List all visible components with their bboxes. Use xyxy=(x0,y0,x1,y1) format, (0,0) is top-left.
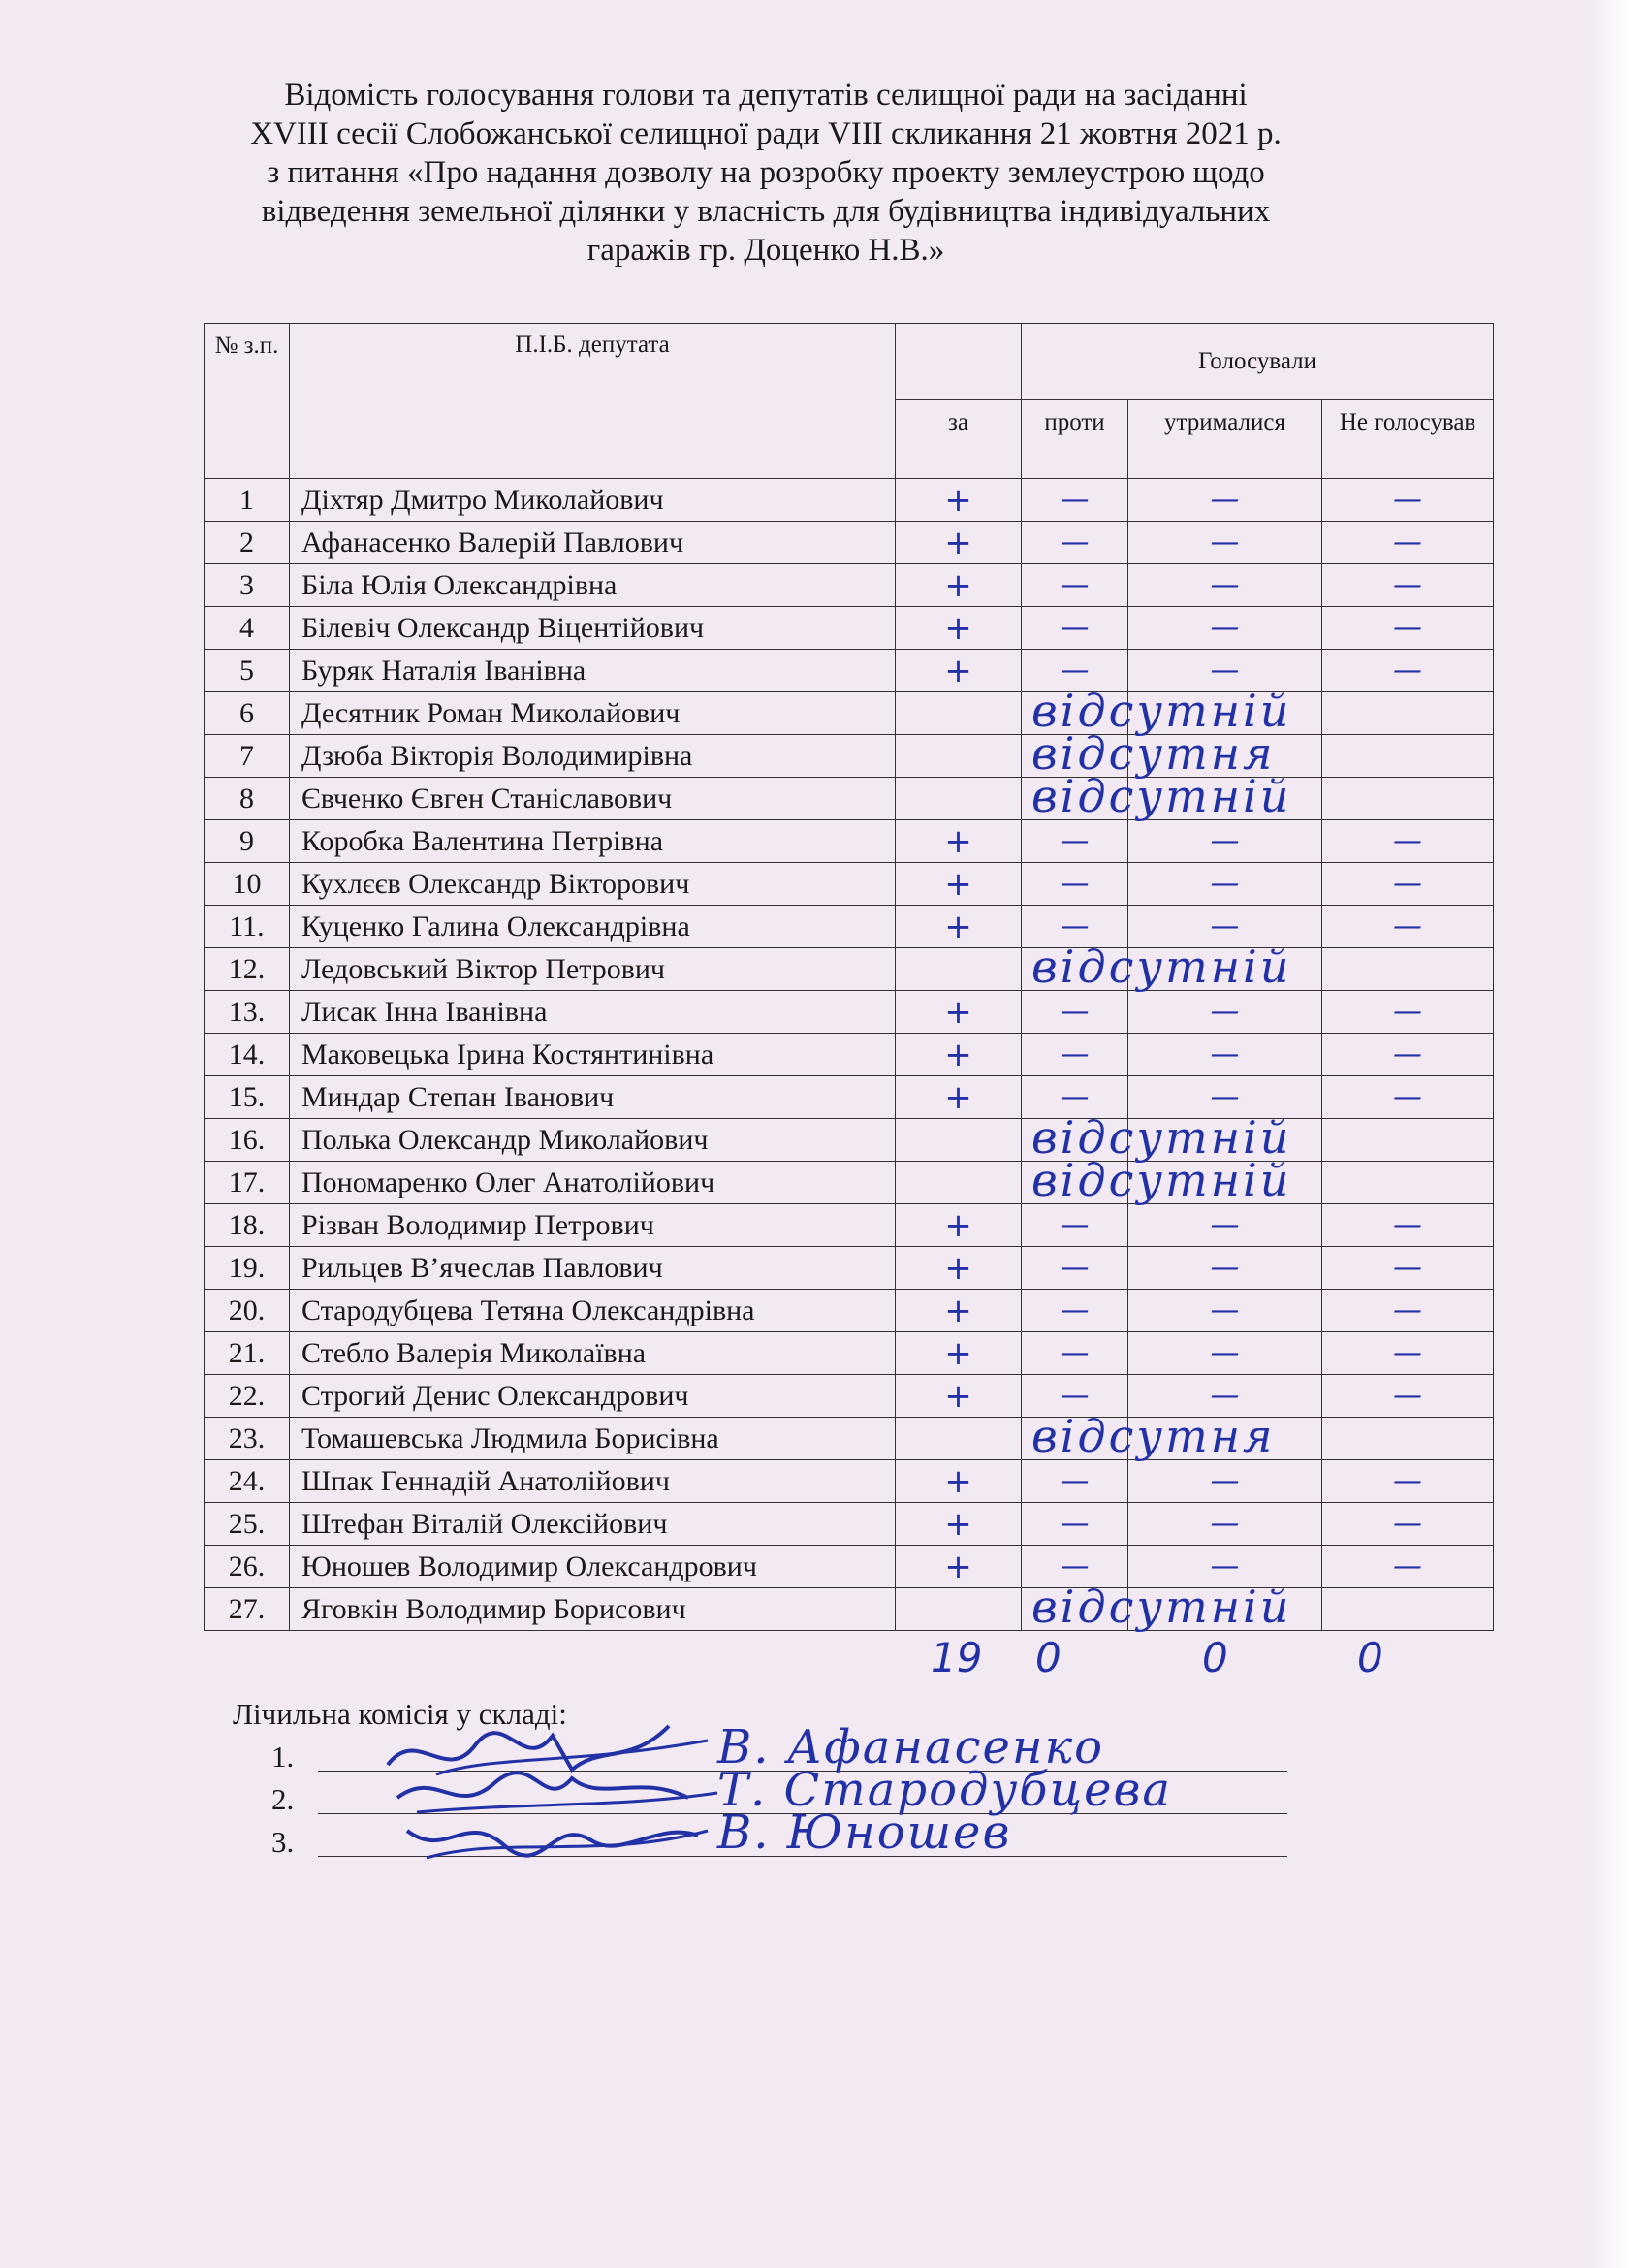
vote-for-mark: + xyxy=(944,992,972,1032)
column-header-against: проти xyxy=(1022,400,1128,479)
vote-cell xyxy=(896,1247,1022,1290)
deputy-name: Полька Олександр Миколайович xyxy=(290,1119,896,1162)
vote-for-mark: + xyxy=(944,821,972,861)
deputy-name: Пономаренко Олег Анатолійович xyxy=(290,1162,896,1204)
vote-cell xyxy=(1022,1247,1128,1290)
row-number: 17. xyxy=(205,1162,290,1204)
vote-not-voted-mark: — xyxy=(1393,994,1423,1029)
vote-cell xyxy=(896,1546,1022,1588)
vote-cell xyxy=(1022,1204,1128,1247)
column-header-abstain: утрималися xyxy=(1128,400,1322,479)
vote-abstain-mark: — xyxy=(1210,653,1240,687)
vote-cell xyxy=(1322,820,1494,863)
row-number: 11. xyxy=(205,906,290,948)
vote-cell xyxy=(896,1034,1022,1076)
vote-cell xyxy=(1022,863,1128,906)
vote-cell xyxy=(1322,1503,1494,1546)
vote-abstain-mark: — xyxy=(1210,1549,1240,1583)
vote-cell xyxy=(896,607,1022,650)
vote-against-mark: — xyxy=(1060,866,1090,901)
deputy-name: Кухлєєв Олександр Вікторович xyxy=(290,863,896,906)
vote-for-mark: + xyxy=(944,1504,972,1544)
vote-abstain-mark: — xyxy=(1210,567,1240,602)
vote-cell xyxy=(896,1410,1276,1462)
total-against: 0 xyxy=(1035,1634,1062,1681)
vote-for-mark: + xyxy=(944,1291,972,1330)
deputy-name: Різван Володимир Петрович xyxy=(290,1204,896,1247)
vote-not-voted-mark: — xyxy=(1393,1378,1423,1413)
vote-cell xyxy=(1322,778,1494,820)
vote-abstain-mark: — xyxy=(1210,1079,1240,1114)
vote-cell xyxy=(1128,522,1322,564)
deputy-name: Куценко Галина Олександрівна xyxy=(290,906,896,948)
absent-note: відсутній xyxy=(1031,1581,1292,1633)
row-number: 9 xyxy=(205,820,290,863)
deputy-name: Діхтяр Дмитро Миколайович xyxy=(290,479,896,522)
vote-cell xyxy=(1128,607,1322,650)
row-number: 15. xyxy=(205,1076,290,1119)
deputy-name: Десятник Роман Миколайович xyxy=(290,692,896,735)
deputy-name: Стародубцева Тетяна Олександрівна xyxy=(290,1290,896,1332)
row-number: 23. xyxy=(205,1418,290,1460)
vote-cell xyxy=(1322,1546,1494,1588)
member-number: 2. xyxy=(271,1782,295,1816)
deputy-name: Шпак Геннадій Анатолійович xyxy=(290,1460,896,1503)
vote-cell xyxy=(896,650,1022,692)
table-row xyxy=(205,650,1494,692)
vote-abstain-mark: — xyxy=(1210,823,1240,858)
vote-for-mark: + xyxy=(944,1376,972,1416)
header-line-3: з питання «Про надання дозволу на розробку проекту землеустрою щодо xyxy=(267,155,1265,190)
deputy-name: Стебло Валерія Миколаївна xyxy=(290,1332,896,1375)
vote-cell xyxy=(1322,1076,1494,1119)
table-row xyxy=(205,564,1494,607)
absent-note: відсутній xyxy=(1031,1111,1292,1164)
vote-not-voted-mark: — xyxy=(1393,823,1423,858)
vote-abstain-mark: — xyxy=(1210,1293,1240,1327)
table-row xyxy=(205,607,1494,650)
vote-not-voted-mark: — xyxy=(1393,909,1423,943)
vote-cell xyxy=(896,1111,1292,1164)
table-row xyxy=(205,1290,1494,1332)
table-row xyxy=(205,1332,1494,1375)
deputy-name: Маковецька Ірина Костянтинівна xyxy=(290,1034,896,1076)
total-for: 19 xyxy=(931,1634,983,1681)
deputy-name: Євченко Євген Станіславович xyxy=(290,778,896,820)
vote-abstain-mark: — xyxy=(1210,482,1240,517)
vote-for-mark: + xyxy=(944,565,972,605)
row-number: 12. xyxy=(205,948,290,991)
vote-cell xyxy=(896,991,1022,1034)
vote-cell xyxy=(1128,820,1322,863)
table-row xyxy=(205,1204,1494,1247)
commission-member xyxy=(233,1805,1012,1866)
vote-cell xyxy=(1022,820,1128,863)
row-number: 1 xyxy=(205,479,290,522)
vote-abstain-mark: — xyxy=(1210,1463,1240,1498)
row-number: 8 xyxy=(205,778,290,820)
document-header xyxy=(194,76,1338,270)
vote-not-voted-mark: — xyxy=(1393,866,1423,901)
vote-cell xyxy=(1322,692,1494,735)
row-number: 22. xyxy=(205,1375,290,1418)
vote-not-voted-mark: — xyxy=(1393,1207,1423,1242)
vote-cell xyxy=(1322,1290,1494,1332)
member-name: В. Афанасенко xyxy=(717,1720,1105,1774)
vote-cell xyxy=(1022,1588,1128,1631)
table-row xyxy=(205,778,1494,820)
header-line-5: гаражів гр. Доценко Н.В.» xyxy=(586,233,945,268)
vote-cell xyxy=(896,820,1022,863)
vote-abstain-mark: — xyxy=(1210,909,1240,943)
vote-cell xyxy=(1322,948,1494,991)
vote-for-mark: + xyxy=(944,1248,972,1288)
vote-cell xyxy=(896,770,1292,822)
vote-cell xyxy=(1322,1332,1494,1375)
vote-against-mark: — xyxy=(1060,1378,1090,1413)
row-number: 21. xyxy=(205,1332,290,1375)
table-row xyxy=(205,1503,1494,1546)
vote-cell xyxy=(1128,1162,1322,1204)
vote-cell xyxy=(896,685,1292,737)
page-edge xyxy=(1590,0,1648,2268)
vote-against-mark: — xyxy=(1060,1293,1090,1327)
table-row xyxy=(205,820,1494,863)
vote-abstain-mark: — xyxy=(1210,994,1240,1029)
vote-cell xyxy=(1322,1247,1494,1290)
vote-cell xyxy=(1322,906,1494,948)
vote-abstain-mark: — xyxy=(1210,1506,1240,1541)
deputy-name: Штефан Віталій Олексійович xyxy=(290,1503,896,1546)
deputy-name: Яговкін Володимир Борисович xyxy=(290,1588,896,1631)
vote-against-mark: — xyxy=(1060,1037,1090,1071)
vote-not-voted-mark: — xyxy=(1393,1335,1423,1370)
vote-abstain-mark: — xyxy=(1210,1037,1240,1071)
vote-cell xyxy=(896,479,1022,522)
vote-cell xyxy=(1022,1162,1128,1204)
deputy-name: Ледовський Віктор Петрович xyxy=(290,948,896,991)
vote-abstain-mark: — xyxy=(1210,610,1240,645)
vote-against-mark: — xyxy=(1060,1335,1090,1370)
vote-cell xyxy=(1022,1034,1128,1076)
deputy-name: Коробка Валентина Петрівна xyxy=(290,820,896,863)
deputy-name: Юношев Володимир Олександрович xyxy=(290,1546,896,1588)
vote-for-mark: + xyxy=(944,1035,972,1074)
vote-not-voted-mark: — xyxy=(1393,610,1423,645)
vote-cell xyxy=(1322,607,1494,650)
table-row xyxy=(205,1418,1494,1460)
vote-not-voted-mark: — xyxy=(1393,1463,1423,1498)
vote-cell xyxy=(896,564,1022,607)
vote-for-mark: + xyxy=(944,1333,972,1373)
table-row xyxy=(205,1375,1494,1418)
vote-cell xyxy=(896,1503,1022,1546)
vote-cell xyxy=(1322,1588,1494,1631)
vote-cell xyxy=(1322,863,1494,906)
vote-cell xyxy=(896,906,1022,948)
deputy-name: Біла Юлія Олександрівна xyxy=(290,564,896,607)
vote-abstain-mark: — xyxy=(1210,1378,1240,1413)
table-row xyxy=(205,522,1494,564)
member-number: 1. xyxy=(271,1740,295,1773)
table-row xyxy=(205,906,1494,948)
vote-cell xyxy=(1322,1460,1494,1503)
table-row xyxy=(205,1034,1494,1076)
vote-abstain-mark: — xyxy=(1210,1250,1240,1285)
total-abstain: 0 xyxy=(1202,1634,1228,1681)
vote-cell xyxy=(1022,948,1128,991)
vote-cell xyxy=(1128,1034,1322,1076)
row-number: 27. xyxy=(205,1588,290,1631)
vote-cell xyxy=(1322,1418,1494,1460)
absent-note: відсутній xyxy=(1031,685,1292,737)
member-name: Т. Стародубцева xyxy=(717,1763,1173,1817)
row-number: 26. xyxy=(205,1546,290,1588)
row-number: 5 xyxy=(205,650,290,692)
totals-row xyxy=(0,1634,1648,1692)
column-header-voted: Голосували xyxy=(1022,324,1494,400)
signature-scribble-icon xyxy=(378,1802,727,1869)
row-number: 24. xyxy=(205,1460,290,1503)
row-number: 4 xyxy=(205,607,290,650)
vote-for-mark: + xyxy=(944,651,972,690)
vote-cell xyxy=(1322,650,1494,692)
member-name: В. Юношев xyxy=(717,1805,1012,1860)
deputy-name: Дзюба Вікторія Володимирівна xyxy=(290,735,896,778)
vote-for-mark: + xyxy=(944,480,972,520)
vote-for-mark: + xyxy=(944,608,972,648)
absent-note: відсутній xyxy=(1031,941,1292,993)
vote-cell xyxy=(1322,735,1494,778)
header-line-4: відведення земельної ділянки у власність для будівництва індивідуальних xyxy=(261,194,1271,229)
vote-against-mark: — xyxy=(1060,567,1090,602)
table-row xyxy=(205,1588,1494,1631)
column-header-number: № з.п. xyxy=(205,324,290,479)
commission-title: Лічильна комісія у складі: xyxy=(233,1697,567,1731)
vote-against-mark: — xyxy=(1060,525,1090,559)
vote-cell xyxy=(896,1154,1292,1206)
vote-not-voted-mark: — xyxy=(1393,1506,1423,1541)
vote-cell xyxy=(1022,1503,1128,1546)
vote-against-mark: — xyxy=(1060,482,1090,517)
vote-cell xyxy=(896,1332,1022,1375)
vote-cell xyxy=(1128,991,1322,1034)
vote-cell xyxy=(1322,1162,1494,1204)
row-number: 6 xyxy=(205,692,290,735)
vote-cell xyxy=(1128,564,1322,607)
table-row xyxy=(205,991,1494,1034)
counting-commission xyxy=(233,1697,1173,1866)
deputy-name: Миндар Степан Іванович xyxy=(290,1076,896,1119)
vote-not-voted-mark: — xyxy=(1393,482,1423,517)
table-row xyxy=(205,692,1494,735)
vote-cell xyxy=(1128,1460,1322,1503)
vote-not-voted-mark: — xyxy=(1393,1293,1423,1327)
vote-abstain-mark: — xyxy=(1210,525,1240,559)
vote-cell xyxy=(1128,1588,1322,1631)
absent-note: відсутня xyxy=(1031,727,1276,780)
vote-cell xyxy=(1128,863,1322,906)
row-number: 2 xyxy=(205,522,290,564)
vote-cell xyxy=(1128,1204,1322,1247)
vote-cell xyxy=(1022,1290,1128,1332)
absent-note: відсутня xyxy=(1031,1410,1276,1462)
row-number: 13. xyxy=(205,991,290,1034)
vote-not-voted-mark: — xyxy=(1393,1250,1423,1285)
vote-not-voted-mark: — xyxy=(1393,525,1423,559)
vote-cell xyxy=(896,941,1292,993)
vote-cell xyxy=(1128,778,1322,820)
table-row xyxy=(205,1247,1494,1290)
vote-cell xyxy=(1322,991,1494,1034)
vote-against-mark: — xyxy=(1060,1506,1090,1541)
vote-for-mark: + xyxy=(944,523,972,562)
vote-cell xyxy=(1022,522,1128,564)
vote-cell xyxy=(1322,1375,1494,1418)
vote-cell xyxy=(1022,1332,1128,1375)
table-row xyxy=(205,479,1494,522)
deputy-name: Томашевська Людмила Борисівна xyxy=(290,1418,896,1460)
absent-note: відсутній xyxy=(1031,1154,1292,1206)
vote-abstain-mark: — xyxy=(1210,1207,1240,1242)
vote-against-mark: — xyxy=(1060,1549,1090,1583)
header-line-1: Відомість голосування голови та депутатів селищної ради на засіданні xyxy=(284,78,1248,112)
voting-table xyxy=(204,323,1494,1631)
vote-against-mark: — xyxy=(1060,1250,1090,1285)
table-row xyxy=(205,948,1494,991)
header-line-2: XVIII сесії Слобожанської селищної ради VIII скликання 21 жовтня 2021 р. xyxy=(250,116,1282,151)
vote-not-voted-mark: — xyxy=(1393,1549,1423,1583)
vote-not-voted-mark: — xyxy=(1393,653,1423,687)
vote-cell xyxy=(1128,1418,1322,1460)
vote-cell xyxy=(896,1204,1022,1247)
vote-cell xyxy=(1022,991,1128,1034)
column-header-blank xyxy=(896,324,1022,400)
deputy-name: Рильцев В’ячеслав Павлович xyxy=(290,1247,896,1290)
vote-against-mark: — xyxy=(1060,994,1090,1029)
table-row xyxy=(205,1546,1494,1588)
row-number: 10 xyxy=(205,863,290,906)
vote-for-mark: + xyxy=(944,864,972,904)
vote-cell xyxy=(1128,1290,1322,1332)
vote-cell xyxy=(1128,948,1322,991)
total-not-voted: 0 xyxy=(1357,1634,1383,1681)
vote-against-mark: — xyxy=(1060,653,1090,687)
row-number: 3 xyxy=(205,564,290,607)
vote-cell xyxy=(1022,778,1128,820)
row-number: 7 xyxy=(205,735,290,778)
vote-cell xyxy=(1128,1247,1322,1290)
vote-cell xyxy=(1322,522,1494,564)
absent-note: відсутній xyxy=(1031,770,1292,822)
vote-cell xyxy=(1022,564,1128,607)
vote-cell xyxy=(1322,1204,1494,1247)
row-number: 14. xyxy=(205,1034,290,1076)
vote-cell xyxy=(1128,1503,1322,1546)
table-row xyxy=(205,735,1494,778)
vote-cell xyxy=(896,1460,1022,1503)
vote-cell xyxy=(896,1581,1292,1633)
vote-abstain-mark: — xyxy=(1210,1335,1240,1370)
vote-against-mark: — xyxy=(1060,610,1090,645)
vote-cell xyxy=(1022,1418,1128,1460)
vote-cell xyxy=(1022,1460,1128,1503)
deputy-name: Лисак Інна Іванівна xyxy=(290,991,896,1034)
table-row xyxy=(205,1119,1494,1162)
vote-against-mark: — xyxy=(1060,1463,1090,1498)
vote-not-voted-mark: — xyxy=(1393,567,1423,602)
row-number: 16. xyxy=(205,1119,290,1162)
deputy-name: Строгий Денис Олександрович xyxy=(290,1375,896,1418)
vote-cell xyxy=(896,522,1022,564)
deputy-name: Буряк Наталія Іванівна xyxy=(290,650,896,692)
vote-cell xyxy=(896,727,1276,780)
vote-cell xyxy=(1322,479,1494,522)
row-number: 25. xyxy=(205,1503,290,1546)
column-header-not-voted: Не голосував xyxy=(1322,400,1494,479)
vote-for-mark: + xyxy=(944,1077,972,1117)
vote-cell xyxy=(1022,607,1128,650)
vote-against-mark: — xyxy=(1060,1079,1090,1114)
vote-cell xyxy=(1022,479,1128,522)
column-header-for: за xyxy=(896,400,1022,479)
table-row xyxy=(205,863,1494,906)
vote-cell xyxy=(896,863,1022,906)
vote-cell xyxy=(1322,1119,1494,1162)
vote-for-mark: + xyxy=(944,1461,972,1501)
deputy-name: Афанасенко Валерій Павлович xyxy=(290,522,896,564)
vote-cell xyxy=(896,1076,1022,1119)
vote-for-mark: + xyxy=(944,907,972,946)
vote-against-mark: — xyxy=(1060,1207,1090,1242)
vote-for-mark: + xyxy=(944,1205,972,1245)
row-number: 19. xyxy=(205,1247,290,1290)
table-row xyxy=(205,1460,1494,1503)
vote-cell xyxy=(896,1290,1022,1332)
vote-not-voted-mark: — xyxy=(1393,1037,1423,1071)
vote-against-mark: — xyxy=(1060,823,1090,858)
row-number: 20. xyxy=(205,1290,290,1332)
row-number: 18. xyxy=(205,1204,290,1247)
vote-cell xyxy=(1128,479,1322,522)
vote-cell xyxy=(1128,1332,1322,1375)
vote-for-mark: + xyxy=(944,1547,972,1586)
vote-not-voted-mark: — xyxy=(1393,1079,1423,1114)
table-row xyxy=(205,1162,1494,1204)
column-header-name: П.І.Б. депутата xyxy=(290,324,896,479)
vote-cell xyxy=(1322,1034,1494,1076)
vote-abstain-mark: — xyxy=(1210,866,1240,901)
vote-cell xyxy=(896,1375,1022,1418)
deputy-name: Білевіч Олександр Віцентійович xyxy=(290,607,896,650)
vote-against-mark: — xyxy=(1060,909,1090,943)
table-row xyxy=(205,1076,1494,1119)
member-number: 3. xyxy=(271,1825,295,1859)
vote-cell xyxy=(1322,564,1494,607)
